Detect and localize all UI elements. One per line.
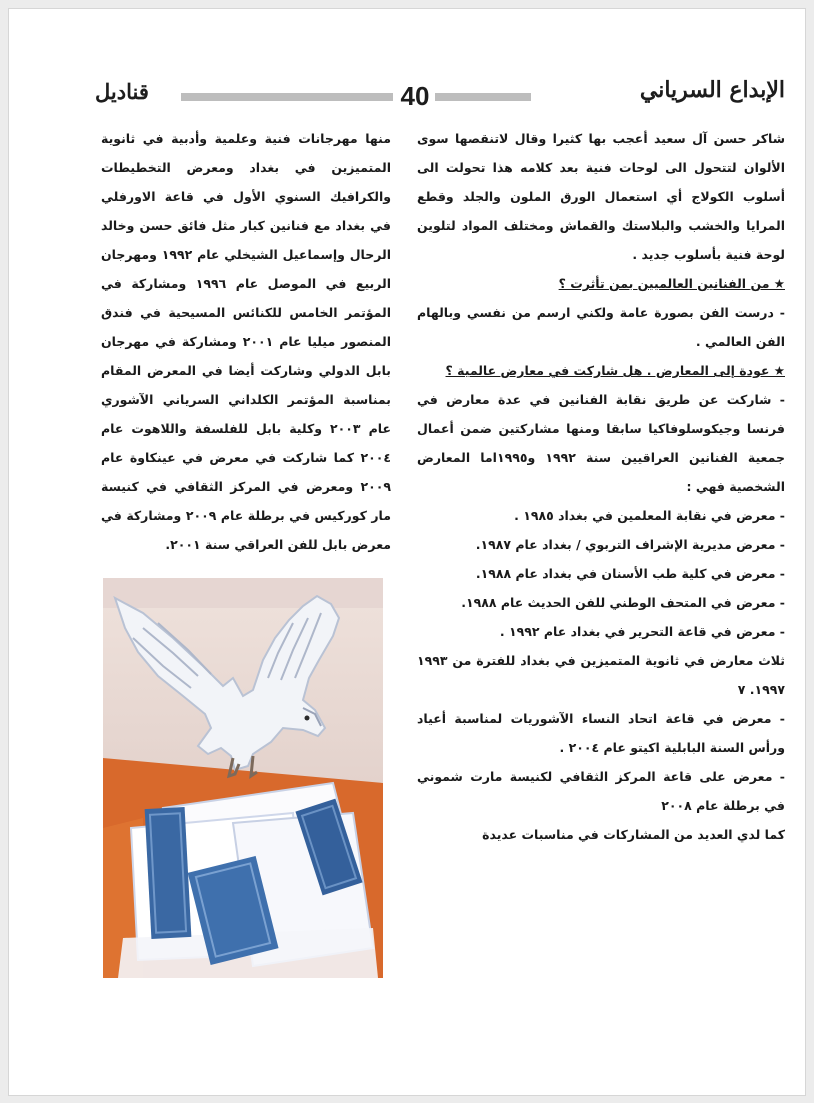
interview-question: ★ من الفنانين العالميين بمن تأثرت ؟ (558, 276, 785, 291)
paragraph: - درست الفن بصورة عامة ولكني ارسم من نفسي وبالهام الفن العالمي . (417, 305, 785, 349)
page-number: 40 (400, 81, 430, 111)
paragraph: كما لدي العديد من المشاركات في مناسبات عديدة (482, 827, 785, 842)
article-column-right (417, 124, 785, 849)
paragraph: منها مهرجانات فنية وعلمية وأدبية في ثانوية المتميزين في بغداد ومعرض التخطيطات والكرافيك السنوي الأول في قاعة الاورفلي في بغداد مع فنانين كبار مثل فائق حسن وخالد الرحال وإسماعيل الشيخلي عام ١٩٩٢ ومهرجان الربيع في الموصل عام ١٩٩٦ ومشاركة في المؤتمر الخامس للكنائس المسيحية في فندق المنصور ميليا عام ٢٠٠١ ومشاركة في مهرجان بابل الدولي وشاركت أيضا في المعرض المقام بمناسبة المؤتمر الكلداني السرياني الآشوري عام ٢٠٠٣ وكلية بابل للفلسفة واللاهوت عام ٢٠٠٤ كما شاركت في معرض في عينكاوة عام ٢٠٠٩ ومعرض في المركز الثقافي في كنيسة مار كوركيس في برطلة عام ٢٠٠٩ ومشاركة في معرض بابل للفن العراقي سنة ٢٠٠١. (101, 131, 391, 552)
exhibition-item: - معرض في كلية طب الأسنان في بغداد عام ١٩٨٨. (475, 566, 785, 581)
artwork-photo (103, 578, 383, 978)
exhibition-item: - معرض مديرية الإشراف التربوي / بغداد عام ١٩٨٧. (475, 537, 785, 552)
magazine-title: الإبداع السرياني (639, 77, 785, 103)
interview-question: ★ عودة إلى المعارض . هل شاركت في معارض عالمية ؟ (445, 363, 785, 378)
magazine-page (8, 8, 806, 1096)
header-rule-left (181, 93, 393, 101)
exhibition-item: - معرض في نقابة المعلمين في بغداد ١٩٨٥ . (514, 508, 785, 523)
paragraph: شاكر حسن آل سعيد أعجب بها كثيرا وقال لاتنقصها سوى الألوان لتتحول الى لوحات فنية بعد كلامه هذا تحولت الى أسلوب الكولاج أي استعمال الورق الملون والجلد وقطع المرايا والخشب والبلاستك والقماش ومختلف المواد لتلوين لوحة فنية بأسلوب جديد . (417, 131, 785, 262)
page-header (9, 9, 805, 129)
exhibition-item: - معرض على قاعة المركز الثقافي لكنيسة مارت شموني في برطلة عام ٢٠٠٨ (417, 769, 785, 813)
exhibition-item: - معرض في قاعة اتحاد النساء الآشوريات لمناسبة أعياد ورأس السنة البابلية اكيتو عام ٢٠٠٤ . (417, 711, 785, 755)
blue-fabric-piece (145, 807, 192, 939)
header-rule-right (435, 93, 531, 101)
eagle-collage-image (103, 578, 383, 978)
exhibition-item: ثلاث معارض في ثانوية المتميزين في بغداد للفترة من ١٩٩٣ ١٩٩٧. ٧ (417, 653, 785, 697)
article-column-left (101, 124, 391, 559)
exhibition-item: - معرض في المتحف الوطني للفن الحديث عام ١٩٨٨. (461, 595, 785, 610)
section-title: قناديل (95, 79, 149, 104)
exhibition-item: - معرض في قاعة التحرير في بغداد عام ١٩٩٢ . (499, 624, 785, 639)
paragraph: - شاركت عن طريق نقابة الفنانين في عدة معارض في فرنسا وجيكوسلوفاكيا سابقا ومنها مشاركتين ضمن أعمال جمعية الفنانين العراقيين سنة ١٩٩٢ و١٩٩٥اما المعارض الشخصية فهي : (417, 392, 785, 494)
